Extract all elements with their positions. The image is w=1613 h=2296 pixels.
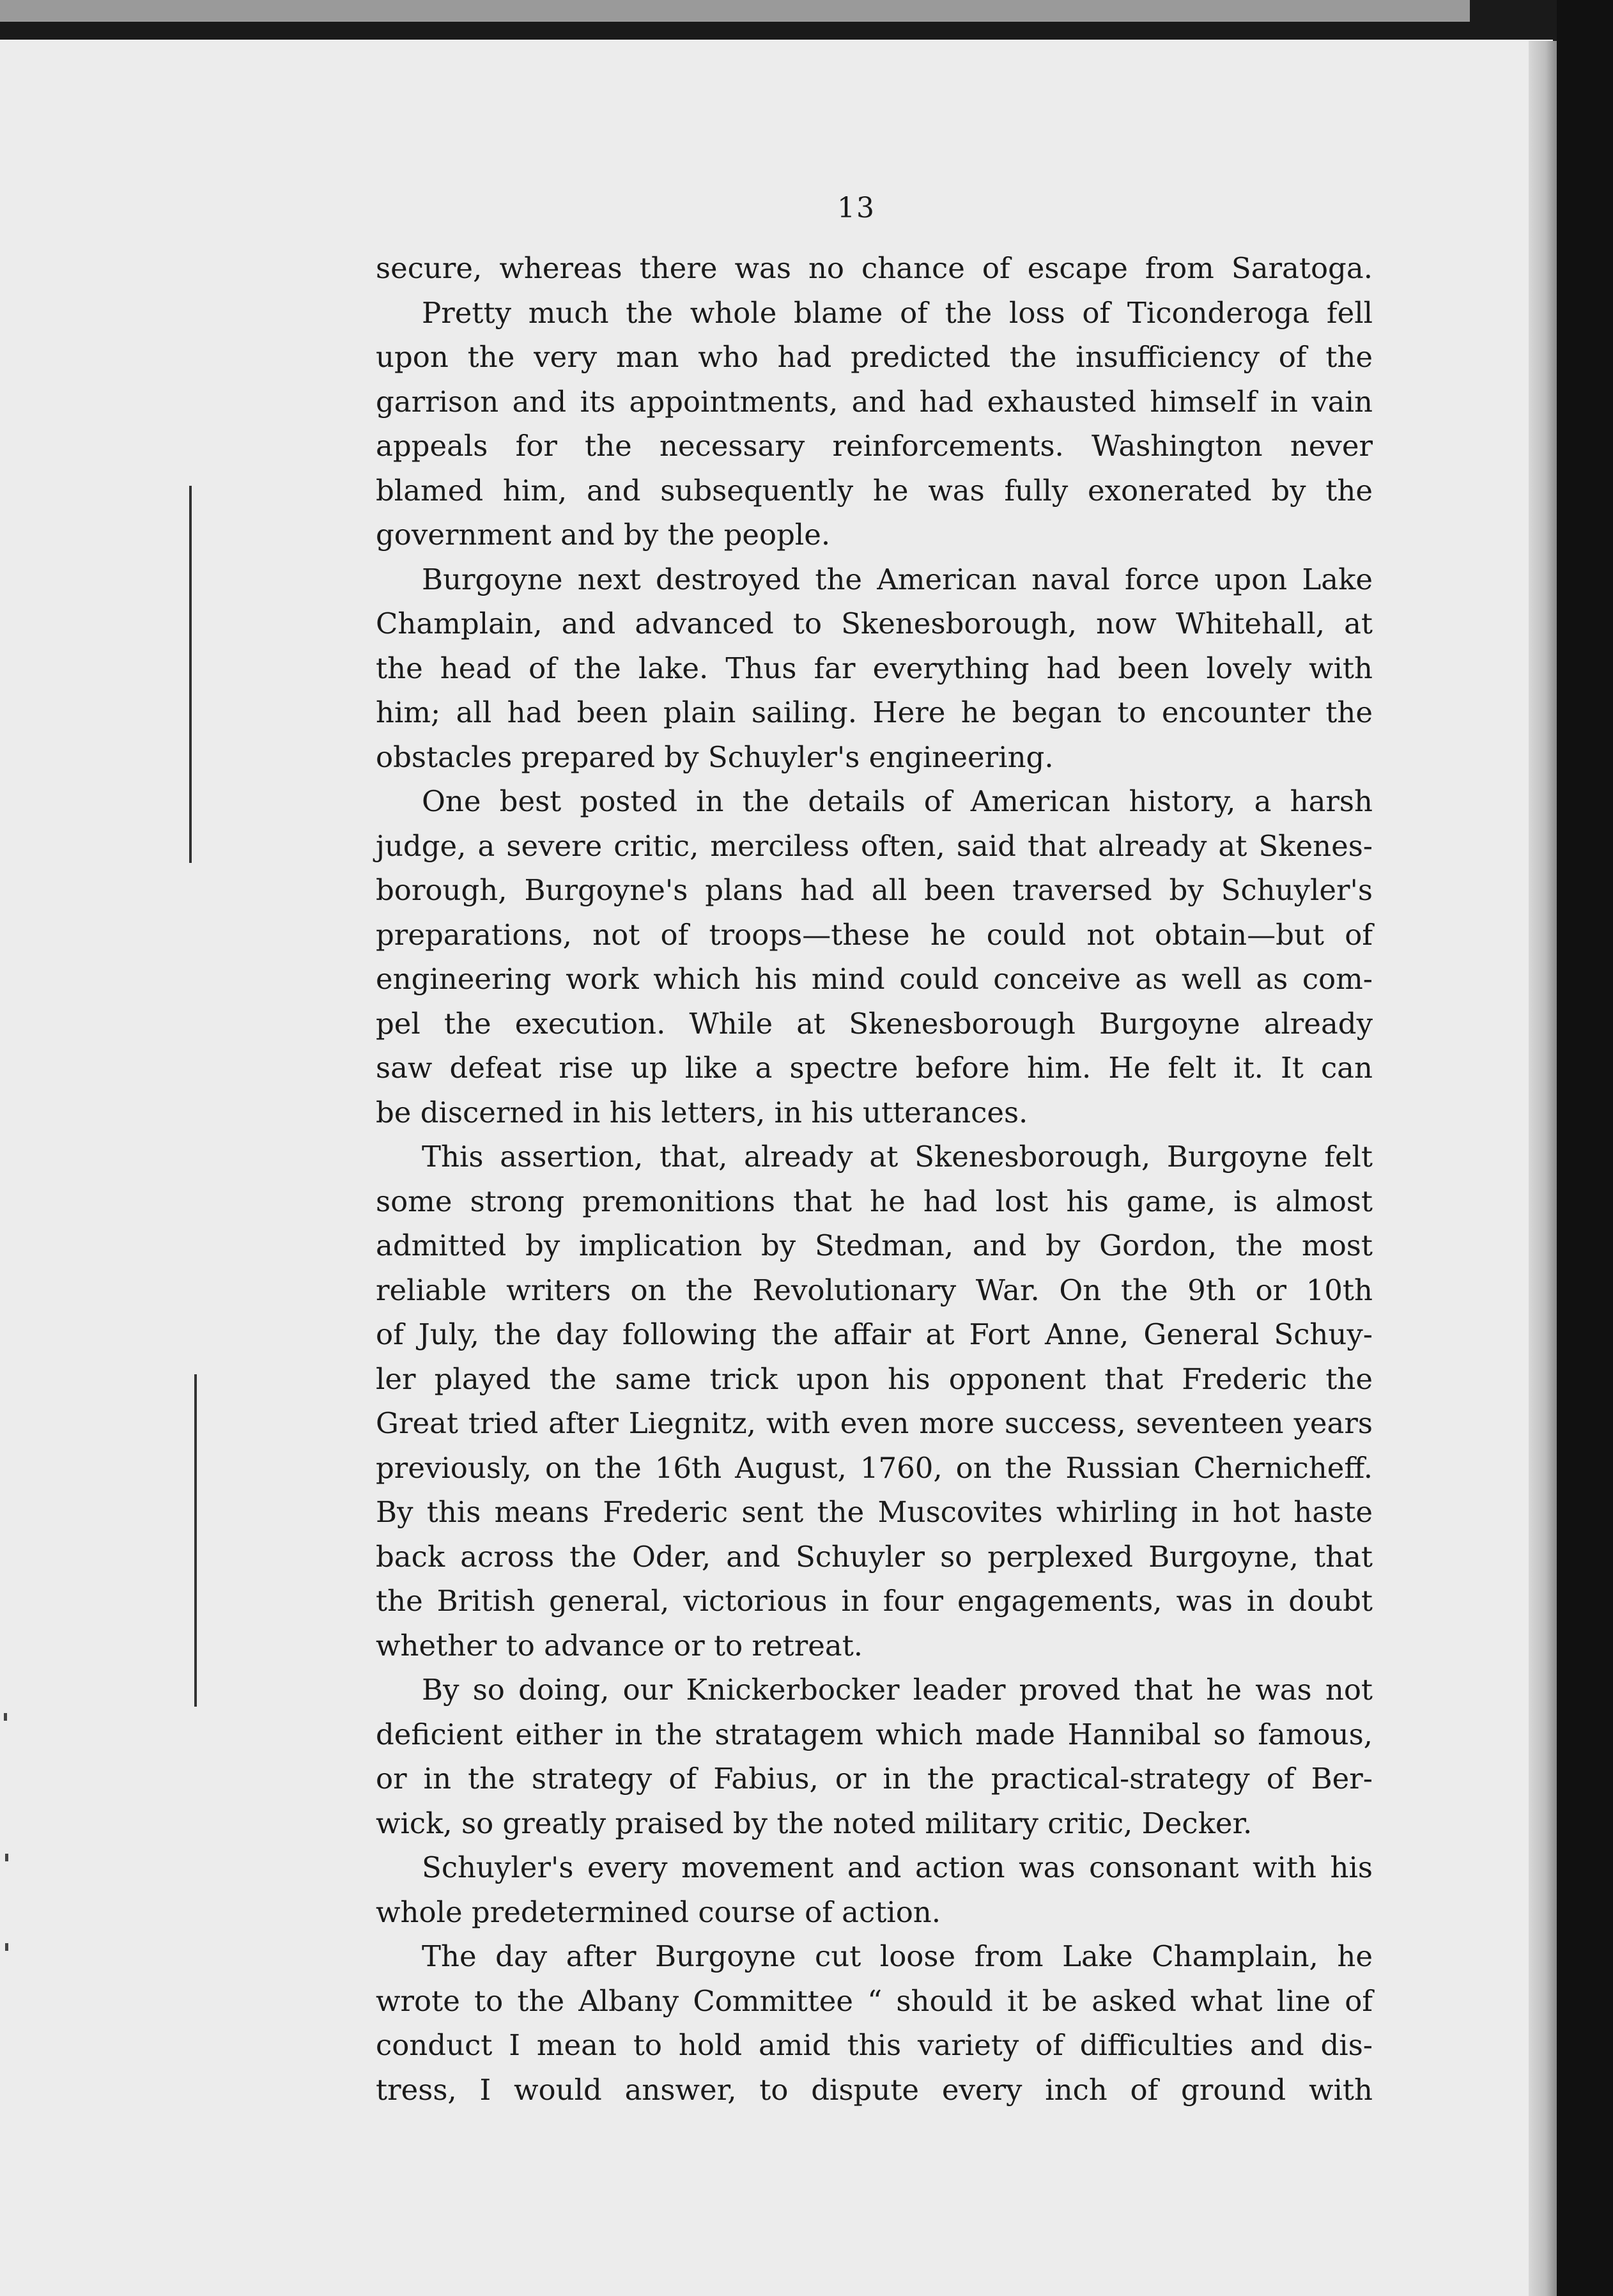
text-line: government and by the people. — [376, 518, 831, 552]
text-line: ler played the same trick upon his opponent that Frederic the — [376, 1361, 1373, 1396]
binding-mark — [4, 1713, 7, 1721]
text-line: back across the Oder, and Schuyler so perplexed Burgoyne, that — [376, 1539, 1373, 1574]
text-line: previously, on the 16th August, 1760, on the Russian Chernicheff. — [376, 1450, 1373, 1485]
text-line: appeals for the necessary reinforcements. Washington never — [376, 429, 1373, 463]
text-line: Burgoyne next destroyed the American naval force upon Lake — [422, 562, 1373, 596]
text-line: Great tried after Liegnitz, with even more success, seventeen years — [376, 1406, 1373, 1440]
text-line: wrote to the Albany Committee “ should it be asked what line of — [376, 1983, 1373, 2018]
text-line: the British general, victorious in four engagements, was in doubt — [376, 1584, 1373, 1618]
binding-mark — [189, 486, 192, 863]
text-line: preparations, not of troops—these he could not obtain—but of — [376, 917, 1373, 952]
scan-right-border — [1557, 0, 1613, 2296]
body-text — [376, 246, 1373, 2112]
text-line: The day after Burgoyne cut loose from Lake Champlain, he — [422, 1939, 1373, 1973]
binding-mark — [5, 1854, 8, 1861]
text-line: of July, the day following the affair at Fort Anne, General Schuy- — [376, 1317, 1373, 1351]
binding-mark — [5, 1943, 8, 1951]
text-line: deficient either in the stratagem which made Hannibal so famous, — [376, 1717, 1373, 1751]
text-line: whether to advance or to retreat. — [376, 1628, 863, 1663]
text-line: obstacles prepared by Schuyler's engineering. — [376, 740, 1054, 774]
text-line: By so doing, our Knickerbocker leader proved that he was not — [422, 1673, 1373, 1707]
page-number: 13 — [837, 192, 876, 224]
text-line: engineering work which his mind could conceive as well as com- — [376, 962, 1373, 996]
text-line: By this means Frederic sent the Muscovites whirling in hot haste — [376, 1495, 1373, 1529]
text-line: borough, Burgoyne's plans had all been traversed by Schuyler's — [376, 873, 1373, 907]
text-line: saw defeat rise up like a spectre before him. He felt it. It can — [376, 1051, 1373, 1085]
text-line: the head of the lake. Thus far everything had been lovely with — [376, 651, 1373, 685]
text-line: whole predetermined course of action. — [376, 1895, 941, 1929]
text-line: upon the very man who had predicted the insufficiency of the — [376, 340, 1373, 374]
text-line: admitted by implication by Stedman, and by Gordon, the most — [376, 1229, 1373, 1262]
text-line: Schuyler's every movement and action was consonant with his — [422, 1850, 1373, 1884]
page-right-edge — [1529, 41, 1557, 2296]
text-line: secure, whereas there was no chance of escape from Saratoga. — [376, 251, 1373, 285]
text-line: conduct I mean to hold amid this variety of difficulties and dis- — [376, 2028, 1373, 2062]
text-line: judge, a severe critic, merciless often, said that already at Skenes- — [376, 828, 1373, 863]
text-line: some strong premonitions that he had lost his game, is almost — [376, 1184, 1373, 1218]
text-line: Pretty much the whole blame of the loss of Ticonderoga fell — [422, 295, 1373, 330]
text-line: wick, so greatly praised by the noted military critic, Decker. — [376, 1806, 1253, 1840]
binding-mark — [194, 1374, 197, 1707]
text-line: reliable writers on the Revolutionary War. On the 9th or 10th — [376, 1273, 1373, 1307]
text-line: One best posted in the details of American history, a harsh — [422, 784, 1373, 818]
text-line: This assertion, that, already at Skenesborough, Burgoyne felt — [422, 1140, 1373, 1174]
scan-top-paper-edge — [0, 0, 1470, 22]
text-line: be discerned in his letters, in his utterances. — [376, 1095, 1028, 1129]
text-line: him; all had been plain sailing. Here he began to encounter the — [376, 695, 1373, 729]
text-line: pel the execution. While at Skenesborough Burgoyne already — [376, 1006, 1373, 1041]
text-line: or in the strategy of Fabius, or in the practical-strategy of Ber- — [376, 1762, 1373, 1796]
text-line: Champlain, and advanced to Skenesborough, now Whitehall, at — [376, 607, 1373, 640]
text-line: garrison and its appointments, and had exhausted himself in vain — [376, 384, 1373, 419]
text-line: blamed him, and subsequently he was fully exonerated by the — [376, 473, 1373, 508]
text-line: tress, I would answer, to dispute every inch of ground with — [376, 2072, 1373, 2107]
